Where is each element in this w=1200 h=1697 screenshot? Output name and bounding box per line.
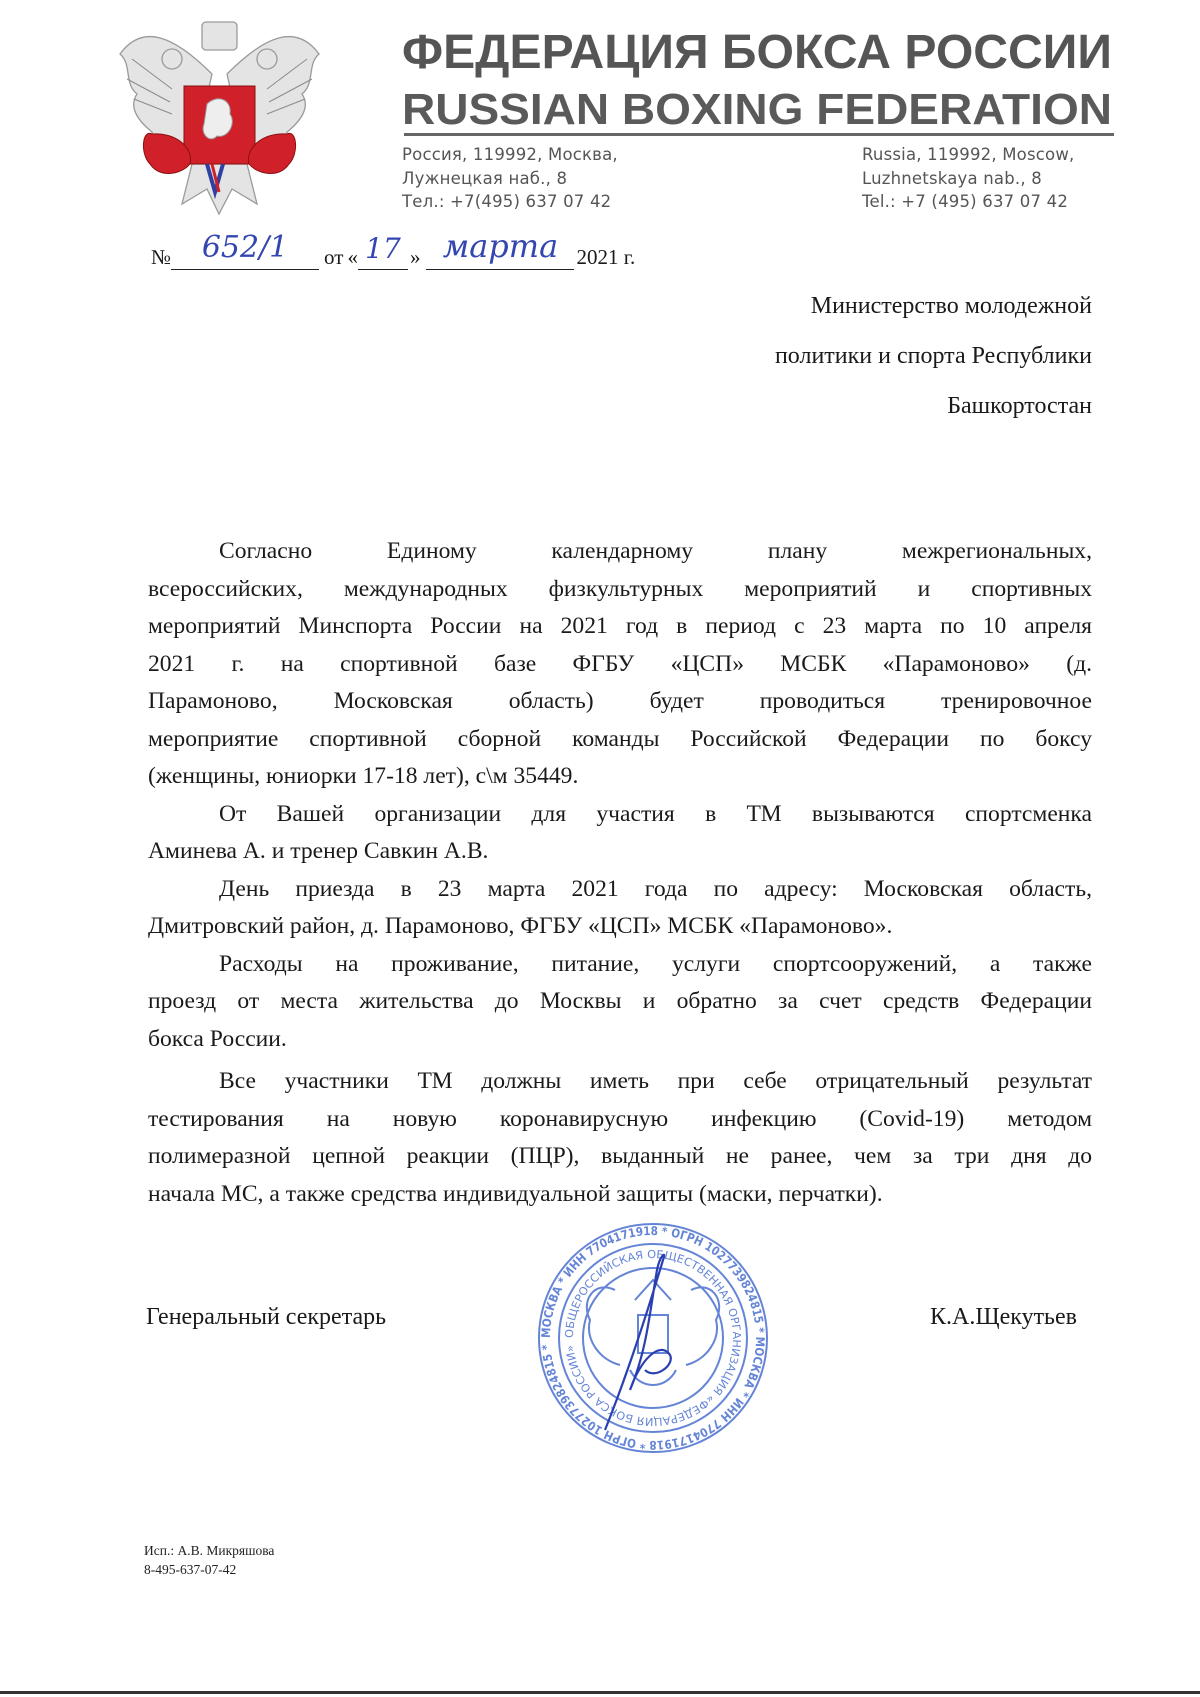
address-ru-line: Лужнецкая наб., 8 — [402, 168, 568, 188]
body-line: 2021 г. на спортивной базе ФГБУ «ЦСП» МСБК «Парамоново» (д. — [148, 650, 1092, 677]
body-line: Расходы на проживание, питание, услуги спортсооружений, а также — [219, 950, 1092, 977]
body-paragraph — [148, 796, 1092, 871]
recipient-line: Башкортостан — [947, 393, 1092, 419]
body-line: полимеразной цепной реакции (ПЦР), выданный не ранее, чем за три дня до — [148, 1143, 1092, 1169]
signature-position: Генеральный секретарь — [146, 1304, 387, 1330]
reference-year: 2021 г. — [576, 245, 636, 269]
handwritten-day: 17 — [365, 232, 401, 265]
body-line: День приезда в 23 марта 2021 года по адресу: Московская область, — [219, 875, 1092, 902]
letter-body — [148, 533, 1092, 1213]
body-paragraph — [148, 871, 1092, 946]
recipient-line: Министерство молодежной — [810, 293, 1092, 319]
quote-close: » — [409, 245, 421, 269]
body-line: Все участники ТМ должны иметь при себе отрицательный результат — [219, 1068, 1092, 1094]
title-en: RUSSIAN BOXING FEDERATION — [402, 85, 1112, 132]
body-line: От Вашей организации для участия в ТМ вызываются спортсменка — [219, 800, 1092, 827]
address-ru — [402, 143, 618, 214]
body-line: (женщины, юниорки 17-18 лет), с\м 35449. — [148, 763, 579, 789]
body-paragraph — [148, 533, 1092, 796]
body-line: мероприятий Минспорта России на 2021 год в период с 23 марта по 10 апреля — [148, 613, 1092, 639]
official-stamp — [535, 1220, 771, 1456]
letterhead-title — [400, 20, 1120, 132]
body-paragraph — [148, 1063, 1092, 1213]
address-ru-line: Россия, 119992, Москва, — [402, 145, 618, 164]
body-line: проезд от места жительства до Москвы и обратно за счет средств Федерации — [148, 988, 1092, 1014]
executor-name: Исп.: А.В. Микряшова — [144, 1543, 275, 1558]
reference-day — [358, 232, 408, 270]
federation-emblem-logo — [112, 14, 327, 219]
body-line: мероприятие спортивной сборной команды Российской Федерации по боксу — [148, 725, 1092, 752]
body-line: начала МС, а также средства индивидуальной защиты (маски, перчатки). — [148, 1180, 883, 1207]
body-paragraph — [148, 946, 1092, 1059]
reference-month — [426, 227, 574, 270]
stamp-outer-text: МОСКВА * ИНН 7704171918 * ОГРН 1027739824815 * МОСКВА * ИНН 7704171918 * ОГРН 1027739824815 * — [538, 1223, 768, 1453]
reference-line — [151, 227, 636, 270]
body-line: всероссийских, международных физкультурных мероприятий и спортивных — [148, 575, 1092, 602]
address-ru-line: Тел.: +7(495) 637 07 42 — [402, 192, 612, 211]
body-line: Аминева А. и тренер Савкин А.В. — [148, 838, 489, 864]
header-rule — [404, 133, 1114, 136]
from-label: от — [324, 245, 344, 269]
body-line: Согласно Единому календарному плану межрегиональных, — [219, 538, 1092, 564]
body-line: Парамоново, Московская область) будет проводиться тренировочное — [148, 688, 1092, 714]
recipient-line: политики и спорта Республики — [774, 343, 1092, 369]
address-en-line: Luzhnetskaya nab., 8 — [862, 168, 1042, 188]
handwritten-signature — [605, 1255, 671, 1430]
address-en-line: Tel.: +7 (495) 637 07 42 — [862, 192, 1069, 211]
handwritten-number: 652/1 — [201, 230, 289, 265]
footer-executor — [144, 1541, 274, 1579]
body-line: бокса России. — [148, 1025, 287, 1052]
address-en-line: Russia, 119992, Moscow, — [862, 145, 1075, 164]
stamp-lettering — [539, 1224, 767, 1452]
body-line: тестирования на новую коронавирусную инфекцию (Covid-19) методом — [148, 1105, 1092, 1132]
number-label: № — [151, 245, 172, 269]
executor-phone: 8-495-637-07-42 — [144, 1562, 237, 1577]
address-en — [862, 143, 1074, 214]
handwritten-month: марта — [442, 227, 559, 265]
title-ru: ФЕДЕРАЦИЯ БОКСА РОССИИ — [402, 26, 1112, 79]
reference-number — [171, 230, 319, 270]
body-line: Дмитровский район, д. Парамоново, ФГБУ «ЦСП» МСБК «Парамоново». — [148, 913, 893, 939]
stamp-inner-text: ОБЩЕРОССИЙСКАЯ ОБЩЕСТВЕННАЯ ОРГАНИЗАЦИЯ «ФЕДЕРАЦИЯ БОКСА РОССИИ» — [562, 1247, 744, 1429]
scan-edge — [0, 1691, 1200, 1694]
signature-name: К.А.Щекутьев — [930, 1304, 1077, 1330]
quote-open: « — [347, 245, 358, 269]
